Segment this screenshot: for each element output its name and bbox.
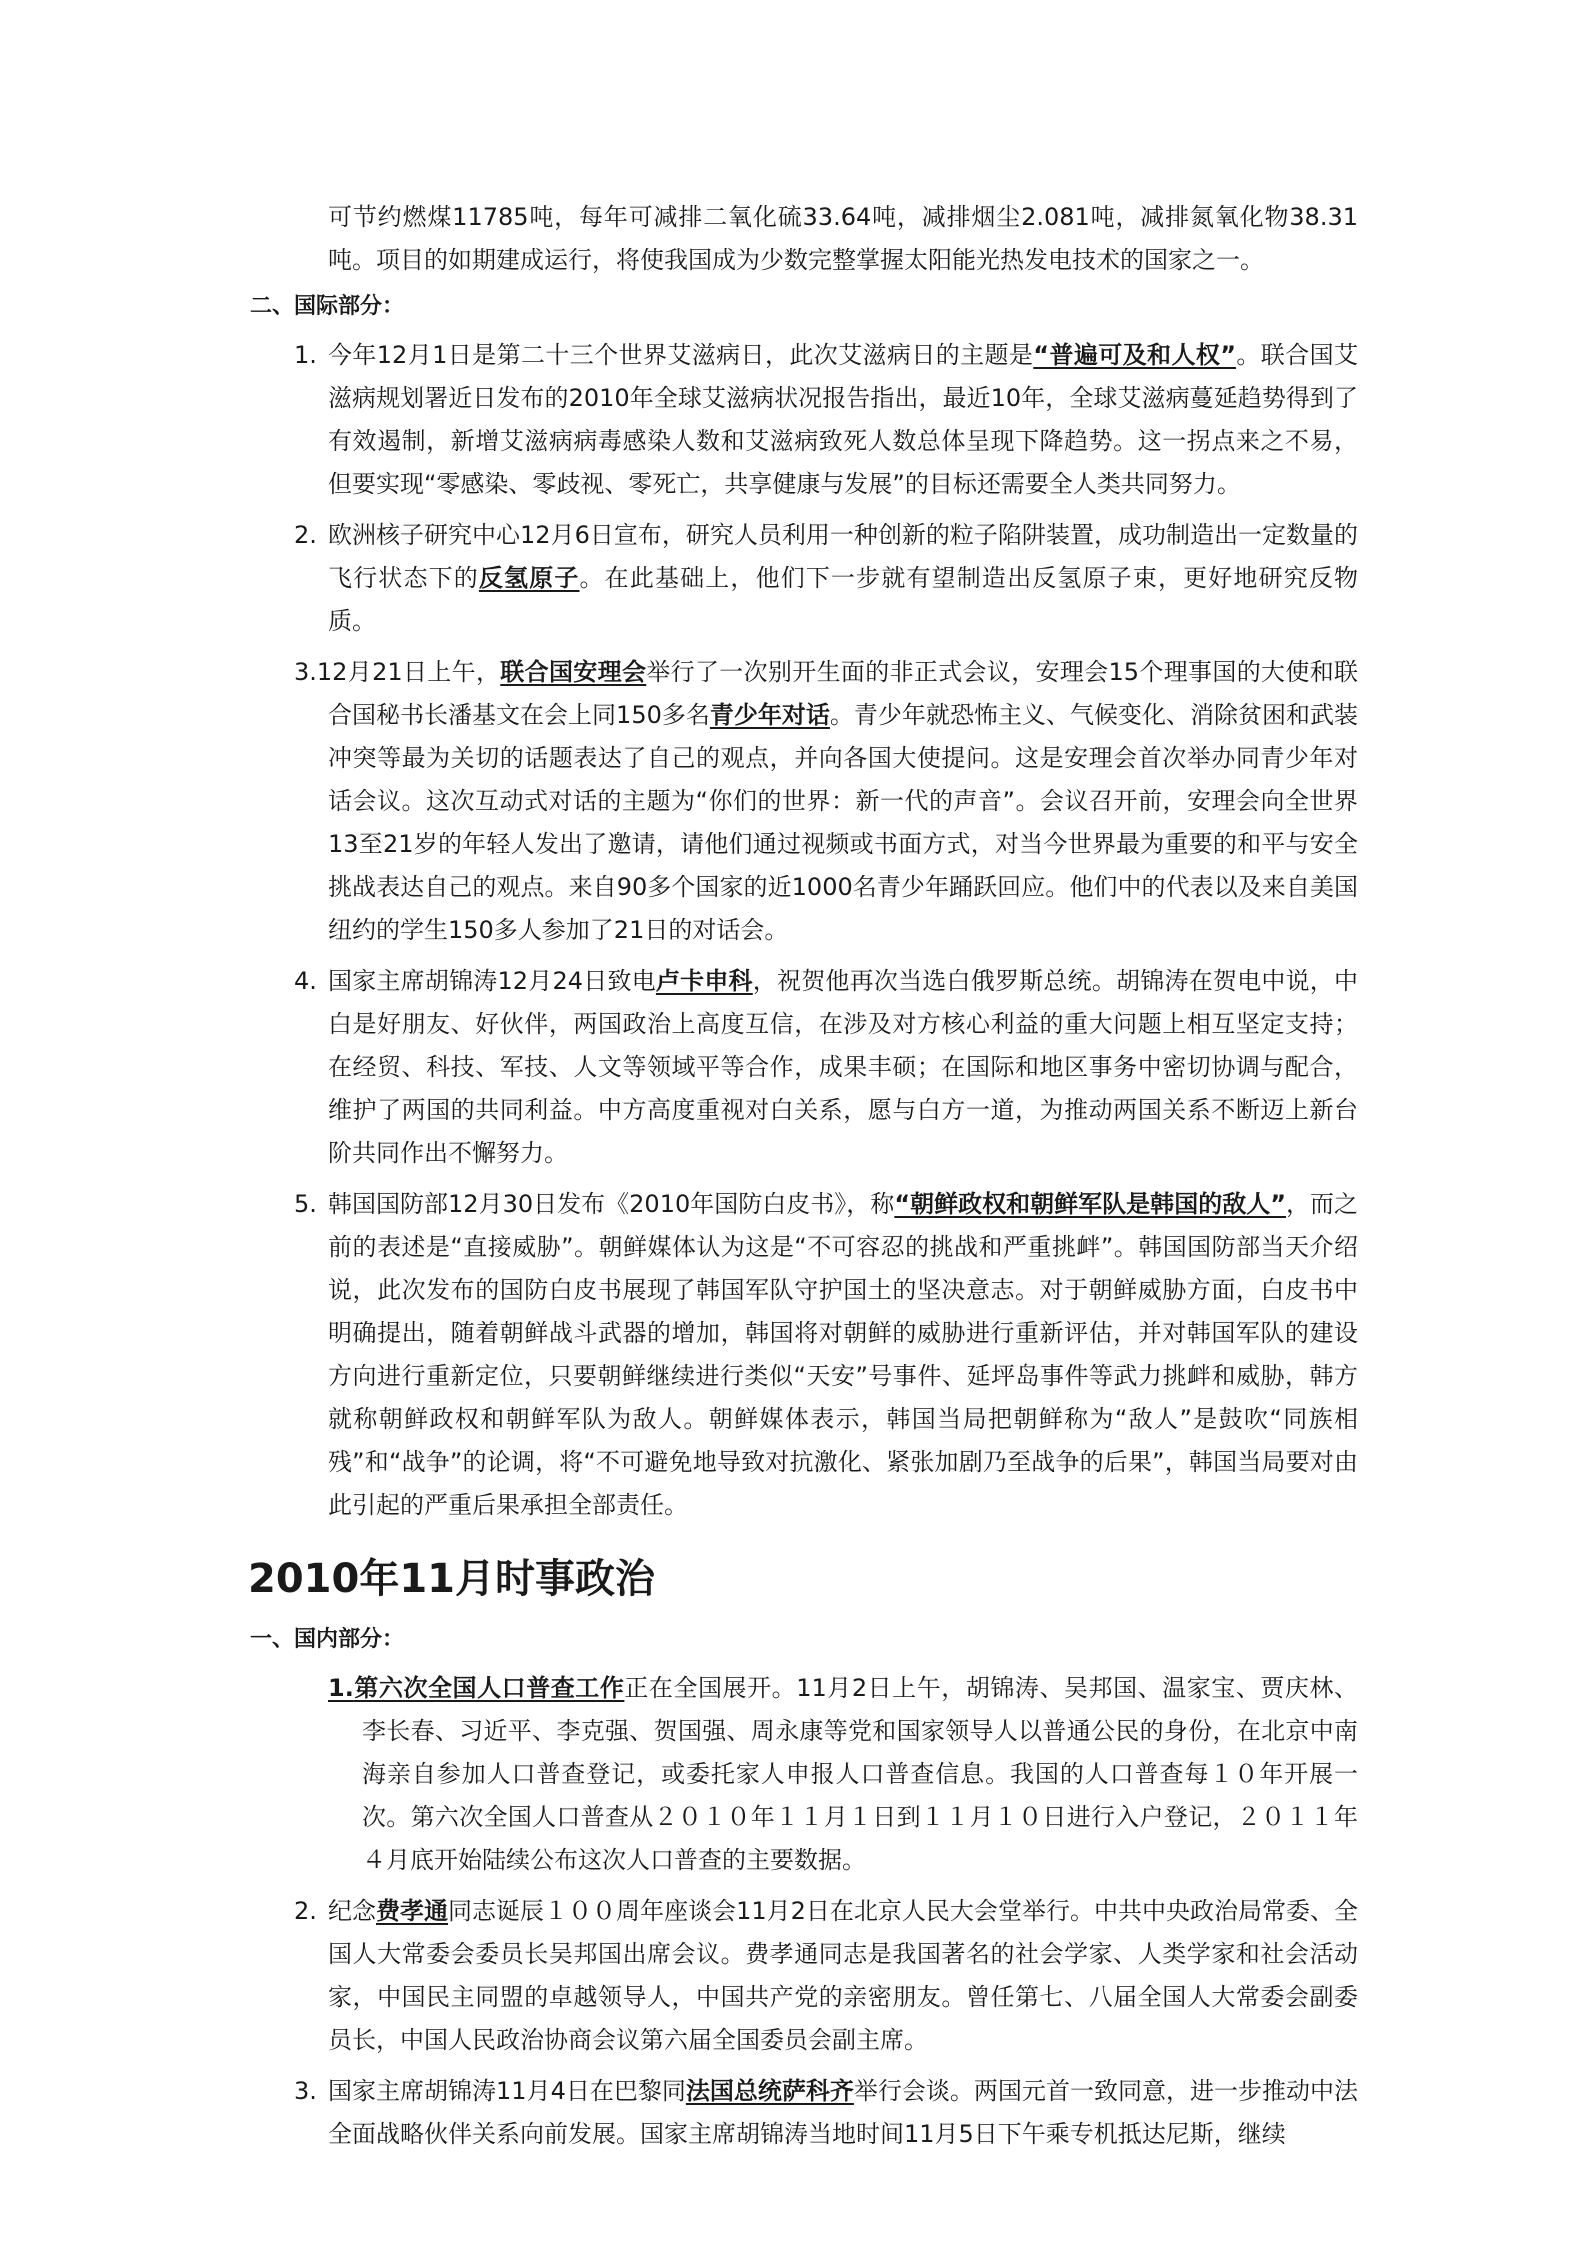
news-item-domestic-1 bbox=[248, 1667, 1358, 1882]
text-segment: 。在此基础上，他们下一步就有望制造出反氢原子束，更好地研究反物质。 bbox=[328, 564, 1359, 635]
item-text bbox=[328, 2070, 1358, 2156]
domestic-section bbox=[248, 1621, 1358, 2156]
highlighted-term: “普遍可及和人权” bbox=[1033, 341, 1237, 369]
item-number: 2. bbox=[294, 1897, 317, 1925]
highlighted-term: “朝鲜政权和朝鲜军队是韩国的敌人” bbox=[894, 1190, 1286, 1218]
text-segment: 。联合国艾滋病规划署近日发布的2010年全球艾滋病状况报告指出，最近10年，全球艾滋病蔓延趋势得到了有效遏制，新增艾滋病病毒感染人数和艾滋病致死人数总体呈现下降趋势。这一拐点来之不易，但要实现“零感染、零歧视、零死亡，共享健康与发展”的目标还需要全人类共同努力。 bbox=[328, 341, 1358, 498]
item-text bbox=[328, 334, 1358, 506]
item-text bbox=[328, 1667, 1358, 1882]
text-segment: 正在全国展开。11月2日上午，胡锦涛、吴邦国、温家宝、贾庆林、李长春、习近平、李克强、贺国强、周永康等党和国家领导人以普通公民的身份，在北京中南海亲自参加人口普查登记，或委托家人申报人口普查信息。我国的人口普查每１０年开展一次。第六次全国人口普查从２０１０年１１月１日到１１月１０日进行入户登记，２０１１年４月底开始陆续公布这次人口普查的主要数据。 bbox=[362, 1674, 1358, 1874]
item-number: 4. bbox=[294, 967, 317, 995]
item-text bbox=[328, 1890, 1358, 2062]
text-segment: 今年12月1日是第二十三个世界艾滋病日，此次艾滋病日的主题是 bbox=[328, 341, 1034, 369]
international-section bbox=[248, 288, 1358, 1527]
month-heading: 2010年11月时事政治 bbox=[248, 1556, 655, 1602]
news-item-international-5 bbox=[248, 1183, 1358, 1527]
item-text bbox=[328, 1183, 1358, 1527]
highlighted-term: 反氢原子 bbox=[478, 564, 580, 592]
text-segment: 韩国国防部12月30日发布《2010年国防白皮书》，称 bbox=[328, 1190, 895, 1218]
highlighted-term: 法国总统萨科齐 bbox=[685, 2077, 854, 2105]
lead-paragraph: 可节约燃煤11785吨，每年可减排二氧化硫33.64吨，减排烟尘2.081吨，减排氮氧化物38.31吨。项目的如期建成运行，将使我国成为少数完整掌握太阳能光热发电技术的国家之一。 bbox=[328, 203, 1358, 274]
text-segment: 。青少年就恐怖主义、气候变化、消除贫困和武装冲突等最为关切的话题表达了自己的观点，并向各国大使提问。这是安理会首次举办同青少年对话会议。这次互动式对话的主题为“你们的世界：新一代的声音”。会议召开前，安理会向全世界13至21岁的年轻人发出了邀请，请他们通过视频或书面方式，对当今世界最为重要的和平与安全挑战表达自己的观点。来自90多个国家的近1000名青少年踊跃回应。他们中的代表以及来自美国纽约的学生150多人参加了21日的对话会。 bbox=[328, 701, 1359, 944]
text-segment: 举行会谈。两国元首一致同意，进一步推动中法全面战略伙伴关系向前发展。国家主席胡锦涛当地时间11月5日下午乘专机抵达尼斯，继续 bbox=[328, 2077, 1358, 2148]
item-number: 5. bbox=[294, 1190, 317, 1218]
news-item-international-1 bbox=[248, 334, 1358, 506]
item-number: 2. bbox=[294, 521, 317, 549]
highlighted-term: 第六次全国人口普查工作 bbox=[353, 1674, 625, 1702]
highlighted-term: 卢卡申科 bbox=[655, 967, 753, 995]
text-segment: ，而之前的表述是“直接威胁”。朝鲜媒体认为这是“不可容忍的挑战和严重挑衅”。韩国国防部当天介绍说，此次发布的国防白皮书展现了韩国军队守护国土的坚决意志。对于朝鲜威胁方面，白皮书中明确提出，随着朝鲜战斗武器的增加，韩国将对朝鲜的威胁进行重新评估，并对韩国军队的建设方向进行重新定位，只要朝鲜继续进行类似“天安”号事件、延坪岛事件等武力挑衅和威胁，韩方就称朝鲜政权和朝鲜军队为敌人。朝鲜媒体表示，韩国当局把朝鲜称为“敌人”是鼓吹“同族相残”和“战争”的论调，将“不可避免地导致对抗激化、紧张加剧乃至战争的后果”，韩国当局要对由此引起的严重后果承担全部责任。 bbox=[328, 1190, 1359, 1519]
section-heading-domestic: 一、国内部分： bbox=[250, 1627, 405, 1652]
text-segment: 欧洲核子研究中心12月6日宣布，研究人员利用一种创新的粒子陷阱装置，成功制造出一定数量的飞行状态下的 bbox=[328, 521, 1358, 592]
news-item-domestic-3 bbox=[248, 2070, 1358, 2156]
section-heading-international: 二、国际部分： bbox=[250, 294, 405, 319]
item-text bbox=[328, 514, 1358, 643]
item-number: 3. bbox=[294, 658, 317, 686]
text-segment: ，祝贺他再次当选白俄罗斯总统。胡锦涛在贺电中说，中白是好朋友、好伙伴，两国政治上高度互信，在涉及对方核心利益的重大问题上相互坚定支持；在经贸、科技、军技、人文等领域平等合作，成果丰硕；在国际和地区事务中密切协调与配合，维护了两国的共同利益。中方高度重视对白关系，愿与白方一道，为推动两国关系不断迈上新台阶共同作出不懈努力。 bbox=[328, 967, 1359, 1167]
highlighted-term: 青少年对话 bbox=[709, 701, 830, 729]
item-number: 3. bbox=[294, 2077, 317, 2105]
news-item-international-2 bbox=[248, 514, 1358, 643]
text-segment: 举行了一次别开生面的非正式会议，安理会15个理事国的大使和联合国秘书长潘基文在会上同150多名 bbox=[328, 658, 1359, 729]
item-number: 1. bbox=[294, 341, 317, 369]
text-segment: 同志诞辰１００周年座谈会11月2日在北京人民大会堂举行。中共中央政治局常委、全国人大常委会委员长吴邦国出席会议。费孝通同志是我国著名的社会学家、人类学家和社会活动家，中国民主同盟的卓越领导人，中国共产党的亲密朋友。曾任第七、八届全国人大常委会副委员长，中国人民政治协商会议第六届全国委员会副主席。 bbox=[328, 1897, 1359, 2054]
item-text bbox=[328, 960, 1358, 1175]
news-item-international-3 bbox=[248, 651, 1358, 952]
highlighted-term: 费孝通 bbox=[376, 1897, 449, 1925]
item-text bbox=[294, 651, 1358, 952]
news-item-international-4 bbox=[248, 960, 1358, 1175]
text-segment: 12月21日上午， bbox=[316, 658, 501, 686]
document-body bbox=[248, 196, 1358, 2156]
item-number: 1. bbox=[328, 1674, 354, 1702]
text-segment: 国家主席胡锦涛12月24日致电 bbox=[328, 967, 656, 995]
text-segment: 纪念 bbox=[328, 1897, 377, 1925]
highlighted-term: 联合国安理会 bbox=[500, 658, 647, 686]
text-segment: 国家主席胡锦涛11月4日在巴黎同 bbox=[328, 2077, 686, 2105]
news-item-domestic-2 bbox=[248, 1890, 1358, 2062]
